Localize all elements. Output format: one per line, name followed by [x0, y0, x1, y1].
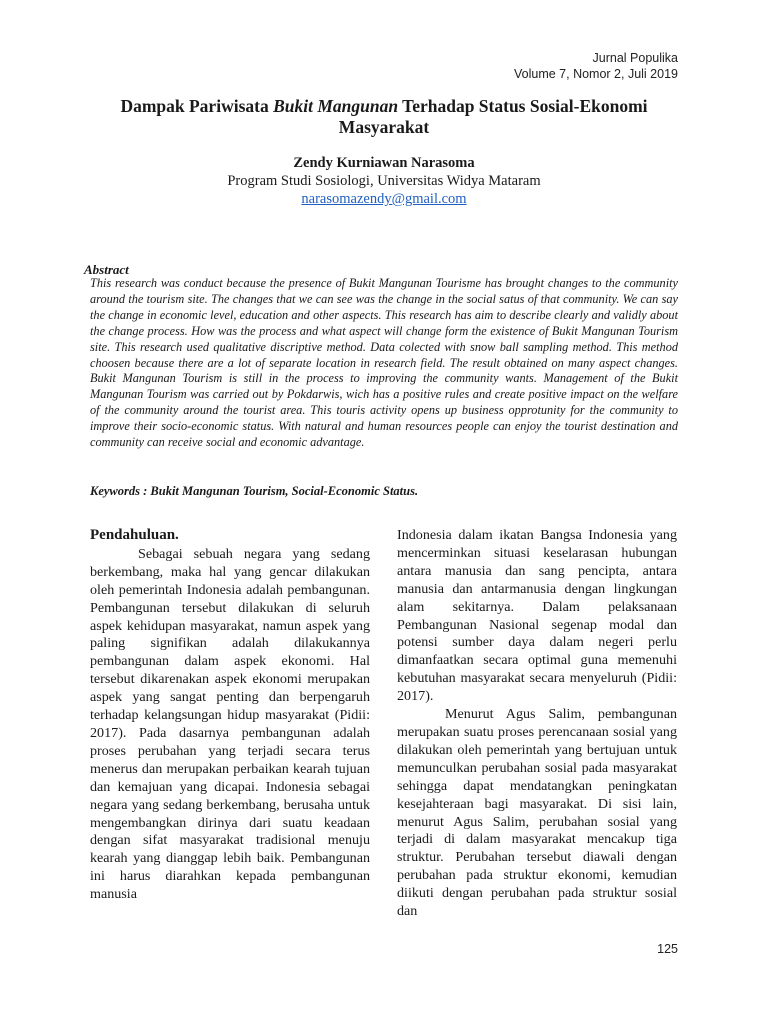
paragraph-agus-salim: Menurut Agus Salim, pembangunan merupakan suatu proses perencanaan sosial yang dilakukan oleh pemerintah yang bertujuan untuk memunculkan perubahan sosial pada masyarakat sehingga dapat mendatangkan peningkatan kesejahteraan bagi masyarakat. Di sisi lain, menurut Agus Salim, perubahan sosial yang terjadi di dalam masyarakat mencakup tiga struktur. Perubahan tersebut diawali dengan perubahan pada struktur ekonomi, kemudian diikuti dengan perubahan pada struktur sosial dan: [397, 706, 677, 920]
title-part-1: Dampak Pariwisata: [120, 96, 274, 116]
title-part-3: Terhadap Status Sosial-Ekonomi Masyarakat: [338, 96, 648, 137]
section-heading: Pendahuluan.: [90, 527, 179, 543]
journal-volume: Volume 7, Nomor 2, Juli 2019: [514, 67, 678, 81]
author-email-link[interactable]: narasomazendy@gmail.com: [301, 191, 467, 207]
abstract-text: This research was conduct because the presence of Bukit Mangunan Tourisme has brought changes to the community around the tourism site. The changes that we can see was the change in the social satus of that community. We can say the change in economic level, education and other aspects. This research has aim to describe clearly and validly about the change process. How was the process and what aspect will change form the existence of Bukit Mangunan Tourism site. This research used qualitative discriptive method. Data colected with snow ball sampling method. This method choosen because there are a lot of separate location in research field. The result obtained on many aspect changes. Bukit Mangunan Tourism is still in the process to improving the community wants. Management of the Bukit Mangunan Tourism was carried out by Pokdarwis, wich has a positive rules and create positive impact on the welfare of the community around the tourist area. This touris activity opens up business opprotunity for the community to improve their socio-economic status. With natural and human resources people can enjoy the tourist destination and community can receive social and economic advantage.: [90, 276, 678, 450]
body-column-left: [90, 527, 370, 904]
paragraph-intro: Sebagai sebuah negara yang sedang berkembang, maka hal yang gencar dilakukan oleh pemerintah Indonesia adalah pembangunan. Pembangunan tersebut dilakukan di seluruh aspek kehidupan masyarakat, namun aspek yang paling signifikan adalah dilakukannya pembangunan dalam aspek ekonomi. Hal tersebut dikarenakan aspek ekonomi merupakan aspek yang sangat penting dan berpengaruh terhadap kelangsungan hidup masyarakat (Pidii: 2017). Pada dasarnya pembangunan adalah proses perubahan yang terjadi secara terus menerus dan merupakan perbaikan kearah tujuan dan kemajuan yang dicapai. Indonesia sebagai negara yang sedang berkembang, berusaha untuk mengembangkan dirinya dari suatu keadaan dengan sifat masyarakat tradisional menuju kearah yang dianggap lebih baik. Pembangunan ini harus diarahkan kepada pembangunan manusia: [90, 545, 370, 903]
author-block: [90, 154, 678, 208]
title-part-2: Bukit Mangunan: [273, 96, 399, 116]
journal-header: [514, 50, 678, 82]
author-affiliation: Program Studi Sosiologi, Universitas Widya Mataram: [227, 173, 541, 189]
author-name: Zendy Kurniawan Narasoma: [293, 155, 475, 171]
page-number: 125: [657, 942, 678, 956]
keywords: Keywords : Bukit Mangunan Tourism, Social-Economic Status.: [90, 484, 419, 498]
body-column-right: [397, 527, 677, 921]
paper-title: [90, 96, 678, 138]
paragraph-continued: Indonesia dalam ikatan Bangsa Indonesia yang mencerminkan situasi keselarasan hubungan antara manusia dan sang pencipta, antara manusia dan antarmanusia dengan lingkungan alam sekitarnya. Dalam pelaksanaan Pembangunan Nasional segenap modal dan potensi sumber daya dalam negeri perlu dimanfaatkan secara optimal guna memenuhi kebutuhan masyarakat secara menyeluruh (Pidii: 2017).: [397, 527, 677, 705]
journal-name: Jurnal Populika: [592, 51, 678, 65]
abstract-heading: Abstract: [84, 262, 129, 277]
